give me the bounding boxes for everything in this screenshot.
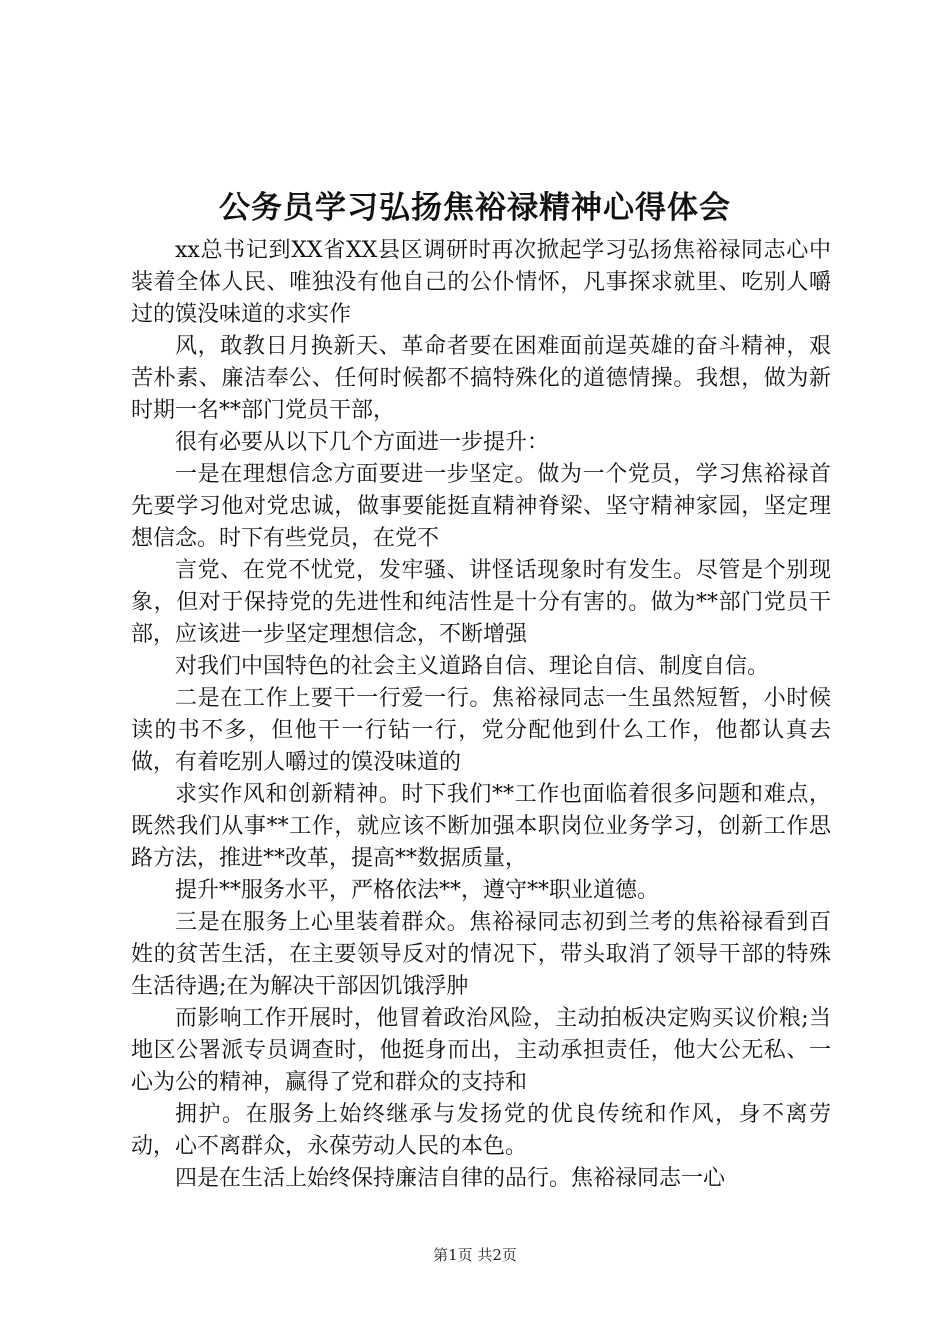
paragraph: 拥护。在服务上始终继承与发扬党的优良传统和作风，身不离劳动，心不离群众，永葆劳动人民的本色。 bbox=[131, 1102, 831, 1159]
paragraph: 风，敢教日月换新天、革命者要在困难面前逞英雄的奋斗精神，艰苦朴素、廉洁奉公、任何时候都不搞特殊化的道德情操。我想，做为新时期一名**部门党员干部， bbox=[131, 334, 831, 423]
paragraph: 二是在工作上要干一行爱一行。焦裕禄同志一生虽然短暂，小时候读的书不多，但他干一行钻一行，党分配他到什么工作，他都认真去做，有着吃别人嚼过的馍没味道的 bbox=[131, 686, 831, 775]
paragraph: 求实作风和创新精神。时下我们**工作也面临着很多问题和难点，既然我们从事**工作，就应该不断加强本职岗位业务学习，创新工作思路方法，推进**改革，提高**数据质量， bbox=[131, 782, 831, 871]
paragraph: 对我们中国特色的社会主义道路自信、理论自信、制度自信。 bbox=[175, 654, 770, 679]
document-body bbox=[131, 235, 831, 1195]
paragraph: 一是在理想信念方面要进一步坚定。做为一个党员，学习焦裕禄首先要学习他对党忠诚，做事要能挺直精神脊梁、坚守精神家园，坚定理想信念。时下有些党员，在党不 bbox=[131, 462, 831, 551]
paragraph: 很有必要从以下几个方面进一步提升： bbox=[175, 430, 550, 455]
paragraph: 言党、在党不忧党，发牢骚、讲怪话现象时有发生。尽管是个别现象，但对于保持党的先进性和纯洁性是十分有害的。做为**部门党员干部，应该进一步坚定理想信念，不断增强 bbox=[131, 558, 831, 647]
paragraph: 而影响工作开展时，他冒着政治风险，主动拍板决定购买议价粮;当地区公署派专员调查时，他挺身而出，主动承担责任，他大公无私、一心为公的精神，赢得了党和群众的支持和 bbox=[131, 1006, 831, 1095]
document-title: 公务员学习弘扬焦裕禄精神心得体会 bbox=[219, 190, 731, 226]
page-number-footer: 第1页 共2页 bbox=[433, 1246, 517, 1264]
paragraph: xx总书记到XX省XX县区调研时再次掀起学习弘扬焦裕禄同志心中装着全体人民、唯独没有他自己的公仆情怀，凡事探求就里、吃别人嚼过的馍没味道的求实作 bbox=[131, 238, 831, 327]
paragraph: 提升**服务水平，严格依法**，遵守**职业道德。 bbox=[175, 878, 660, 903]
paragraph: 四是在生活上始终保持廉洁自律的品行。焦裕禄同志一心 bbox=[175, 1166, 726, 1191]
paragraph: 三是在服务上心里装着群众。焦裕禄同志初到兰考的焦裕禄看到百姓的贫苦生活，在主要领导反对的情况下，带头取消了领导干部的特殊生活待遇;在为解决干部因饥饿浮肿 bbox=[131, 910, 831, 999]
